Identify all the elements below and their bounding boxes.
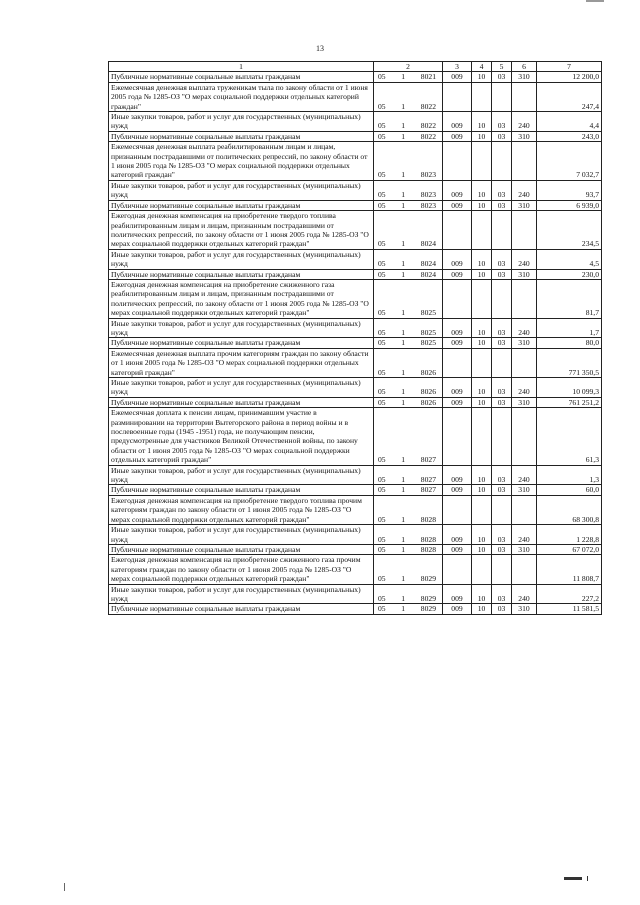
target-code-cell (374, 485, 443, 495)
subsection-cell: 03 (492, 72, 512, 82)
code-part: 05 (378, 397, 386, 407)
expense-type-cell: 240 (512, 112, 537, 132)
expense-name-cell: Ежегодная денежная компенсация на приобретение сжиженного газа реабилитированным лицам и лицам, признанным пострадавшими от политических репрессий, по закону области от 1 июня 2005 года № 1285-ОЗ "О мерах социальной поддержки отдельных категорий граждан" (109, 279, 374, 318)
grbs-cell (443, 408, 472, 465)
code-part: 1 (401, 121, 406, 131)
section-cell: 10 (472, 604, 492, 614)
subsection-cell (492, 142, 512, 181)
expense-name-cell: Ежегодная денежная компенсация на приобретение твердого топлива реабилитированным лицам и лицам, признанным пострадавшими от политических репрессий, по закону области от 1 июня 2005 года № 1285-ОЗ "О мерах социальной поддержки отдельных категорий граждан" (109, 211, 374, 250)
code-part: 1 (401, 131, 406, 141)
expense-name-cell: Ежегодная денежная компенсация на приобретение сжиженного газа прочим категориям граждан по закону области от 1 июня 2005 года № 1285-ОЗ "О мерах социальной поддержки отдельных категорий граждан" (109, 555, 374, 584)
grbs-cell: 009 (443, 112, 472, 132)
subsection-cell (492, 279, 512, 318)
target-code-cell (374, 82, 443, 111)
grbs-cell (443, 495, 472, 524)
grbs-cell: 009 (443, 397, 472, 407)
expense-name-cell: Иные закупки товаров, работ и услуг для государственных (муниципальных) нужд (109, 249, 374, 269)
expense-type-cell (512, 211, 537, 250)
expense-name-cell: Ежемесячная денежная выплата прочим категориям граждан по закону области от 1 июня 2005 года № 1285-ОЗ "О мерах социальной поддержки отдельных категорий граждан" (109, 348, 374, 377)
expense-type-cell: 310 (512, 604, 537, 614)
section-cell (472, 211, 492, 250)
subsection-cell: 03 (492, 604, 512, 614)
subsection-cell: 03 (492, 544, 512, 554)
grbs-cell: 009 (443, 269, 472, 279)
amount-cell: 1,3 (537, 465, 602, 485)
code-part: 8029 (420, 604, 436, 614)
grbs-cell: 009 (443, 584, 472, 604)
amount-cell: 4,4 (537, 112, 602, 132)
expense-name-cell: Иные закупки товаров, работ и услуг для государственных (муниципальных) нужд (109, 525, 374, 545)
table-row (109, 525, 602, 545)
table-row (109, 397, 602, 407)
code-part: 1 (401, 259, 406, 269)
budget-table (108, 61, 602, 615)
target-code-cell (374, 142, 443, 181)
amount-cell: 761 251,2 (537, 397, 602, 407)
code-part: 8026 (420, 367, 436, 377)
amount-cell: 10 099,3 (537, 378, 602, 398)
code-part: 05 (378, 593, 386, 603)
table-row (109, 495, 602, 524)
section-cell: 10 (472, 338, 492, 348)
expense-name-cell: Публичные нормативные социальные выплаты гражданам (109, 131, 374, 141)
section-cell: 10 (472, 131, 492, 141)
code-part: 05 (378, 387, 386, 397)
subsection-cell: 03 (492, 318, 512, 338)
code-part: 1 (401, 574, 406, 584)
amount-cell: 80,0 (537, 338, 602, 348)
section-cell (472, 348, 492, 377)
code-part: 1 (401, 190, 406, 200)
amount-cell: 68 300,8 (537, 495, 602, 524)
target-code-cell (374, 279, 443, 318)
code-part: 05 (378, 170, 386, 180)
code-part: 1 (401, 604, 406, 614)
table-row (109, 408, 602, 465)
code-part: 05 (378, 367, 386, 377)
code-part: 1 (401, 475, 406, 485)
expense-type-cell (512, 142, 537, 181)
amount-cell: 227,2 (537, 584, 602, 604)
code-part: 8023 (420, 170, 436, 180)
code-part: 1 (401, 367, 406, 377)
subsection-cell: 03 (492, 131, 512, 141)
target-code-cell (374, 408, 443, 465)
subsection-cell: 03 (492, 465, 512, 485)
code-part: 8026 (420, 387, 436, 397)
section-cell (472, 555, 492, 584)
amount-cell: 11 581,5 (537, 604, 602, 614)
target-code-cell (374, 584, 443, 604)
grbs-cell (443, 211, 472, 250)
section-cell: 10 (472, 584, 492, 604)
expense-name-cell: Публичные нормативные социальные выплаты гражданам (109, 544, 374, 554)
section-cell (472, 408, 492, 465)
page-number: 13 (316, 44, 324, 53)
code-part: 8024 (420, 269, 436, 279)
code-part: 05 (378, 485, 386, 495)
code-part: 1 (401, 338, 406, 348)
grbs-cell: 009 (443, 465, 472, 485)
expense-type-cell (512, 348, 537, 377)
expense-name-cell: Ежемесячная денежная выплата труженикам тыла по закону области от 1 июня 2005 года № 1285-ОЗ "О мерах социальной поддержки отдельных категорий граждан" (109, 82, 374, 111)
expense-name-cell: Иные закупки товаров, работ и услуг для государственных (муниципальных) нужд (109, 465, 374, 485)
section-cell (472, 495, 492, 524)
amount-cell: 60,0 (537, 485, 602, 495)
table-row (109, 279, 602, 318)
code-part: 05 (378, 327, 386, 337)
target-code-cell (374, 544, 443, 554)
subsection-cell: 03 (492, 112, 512, 132)
grbs-cell: 009 (443, 249, 472, 269)
target-code-cell (374, 318, 443, 338)
target-code-cell (374, 131, 443, 141)
expense-name-cell: Иные закупки товаров, работ и услуг для государственных (муниципальных) нужд (109, 318, 374, 338)
target-code-cell (374, 465, 443, 485)
code-part: 8025 (420, 327, 436, 337)
target-code-cell (374, 211, 443, 250)
target-code-cell (374, 72, 443, 82)
subsection-cell: 03 (492, 525, 512, 545)
subsection-cell: 03 (492, 397, 512, 407)
code-part: 05 (378, 534, 386, 544)
grbs-cell (443, 279, 472, 318)
section-cell (472, 279, 492, 318)
code-part: 1 (401, 308, 406, 318)
grbs-cell: 009 (443, 485, 472, 495)
amount-cell: 93,7 (537, 180, 602, 200)
subsection-cell: 03 (492, 378, 512, 398)
section-cell: 10 (472, 525, 492, 545)
expense-type-cell: 310 (512, 544, 537, 554)
expense-type-cell (512, 408, 537, 465)
amount-cell: 243,0 (537, 131, 602, 141)
header-cell: 1 (109, 62, 374, 72)
code-part: 05 (378, 239, 386, 249)
expense-type-cell: 240 (512, 249, 537, 269)
expense-type-cell: 310 (512, 338, 537, 348)
code-part: 8027 (420, 455, 436, 465)
grbs-cell (443, 142, 472, 181)
table-header-row (109, 62, 602, 72)
expense-name-cell: Иные закупки товаров, работ и услуг для государственных (муниципальных) нужд (109, 584, 374, 604)
expense-name-cell: Ежегодная денежная компенсация на приобретение твердого топлива прочим категориям граждан по закону области от 1 июня 2005 года № 1285-ОЗ "О мерах социальной поддержки отдельных категорий граждан" (109, 495, 374, 524)
code-part: 1 (401, 327, 406, 337)
amount-cell: 247,4 (537, 82, 602, 111)
section-cell: 10 (472, 544, 492, 554)
expense-type-cell: 240 (512, 378, 537, 398)
target-code-cell (374, 495, 443, 524)
subsection-cell (492, 211, 512, 250)
code-part: 8029 (420, 574, 436, 584)
target-code-cell (374, 249, 443, 269)
section-cell: 10 (472, 180, 492, 200)
table-row (109, 318, 602, 338)
expense-type-cell (512, 82, 537, 111)
scan-corner-mark (586, 0, 604, 2)
section-cell: 10 (472, 249, 492, 269)
table-row (109, 555, 602, 584)
subsection-cell: 03 (492, 269, 512, 279)
section-cell (472, 82, 492, 111)
code-part: 05 (378, 308, 386, 318)
table-row (109, 544, 602, 554)
header-cell: 6 (512, 62, 537, 72)
subsection-cell: 03 (492, 338, 512, 348)
table-row (109, 142, 602, 181)
table-row (109, 131, 602, 141)
table-row (109, 338, 602, 348)
expense-name-cell: Публичные нормативные социальные выплаты гражданам (109, 269, 374, 279)
code-part: 05 (378, 121, 386, 131)
code-part: 8028 (420, 544, 436, 554)
expense-type-cell: 240 (512, 180, 537, 200)
table-row (109, 82, 602, 111)
code-part: 05 (378, 269, 386, 279)
grbs-cell: 009 (443, 180, 472, 200)
subsection-cell: 03 (492, 249, 512, 269)
expense-name-cell: Иные закупки товаров, работ и услуг для государственных (муниципальных) нужд (109, 180, 374, 200)
table-row (109, 485, 602, 495)
code-part: 8029 (420, 593, 436, 603)
expense-type-cell: 310 (512, 269, 537, 279)
target-code-cell (374, 604, 443, 614)
expense-name-cell: Публичные нормативные социальные выплаты гражданам (109, 604, 374, 614)
code-part: 8028 (420, 534, 436, 544)
target-code-cell (374, 200, 443, 210)
table-row (109, 465, 602, 485)
grbs-cell (443, 348, 472, 377)
grbs-cell: 009 (443, 131, 472, 141)
grbs-cell (443, 82, 472, 111)
subsection-cell: 03 (492, 180, 512, 200)
grbs-cell: 009 (443, 338, 472, 348)
subsection-cell: 03 (492, 485, 512, 495)
code-part: 1 (401, 485, 406, 495)
amount-cell: 4,5 (537, 249, 602, 269)
header-cell: 4 (472, 62, 492, 72)
table-row (109, 604, 602, 614)
target-code-cell (374, 269, 443, 279)
section-cell: 10 (472, 269, 492, 279)
code-part: 8021 (420, 72, 436, 82)
section-cell: 10 (472, 318, 492, 338)
amount-cell: 1,7 (537, 318, 602, 338)
header-cell: 2 (374, 62, 443, 72)
target-code-cell (374, 180, 443, 200)
amount-cell: 771 350,5 (537, 348, 602, 377)
subsection-cell (492, 495, 512, 524)
grbs-cell: 009 (443, 378, 472, 398)
target-code-cell (374, 338, 443, 348)
table-row (109, 72, 602, 82)
table-row (109, 584, 602, 604)
code-part: 1 (401, 101, 406, 111)
code-part: 05 (378, 190, 386, 200)
target-code-cell (374, 112, 443, 132)
table-row (109, 249, 602, 269)
code-part: 1 (401, 72, 406, 82)
header-cell: 7 (537, 62, 602, 72)
expense-type-cell (512, 495, 537, 524)
amount-cell: 61,3 (537, 408, 602, 465)
section-cell: 10 (472, 200, 492, 210)
expense-name-cell: Ежемесячная доплата к пенсии лицам, принимавшим участие в разминировании на территории Вытегорского района в период войны и в послевоенные годы (1945 -1951) года, не получающим пенсии, предусмотренные для участников Великой Отечественной войны, по закону области от 1 июня 2005 года № 1285-ОЗ "О мерах социальной поддержки отдельных категорий граждан" (109, 408, 374, 465)
header-cell: 3 (443, 62, 472, 72)
target-code-cell (374, 525, 443, 545)
code-part: 05 (378, 259, 386, 269)
subsection-cell: 03 (492, 200, 512, 210)
code-part: 1 (401, 593, 406, 603)
code-part: 8023 (420, 200, 436, 210)
code-part: 1 (401, 534, 406, 544)
code-part: 1 (401, 239, 406, 249)
code-part: 8022 (420, 121, 436, 131)
expense-type-cell: 310 (512, 485, 537, 495)
expense-name-cell: Иные закупки товаров, работ и услуг для государственных (муниципальных) нужд (109, 378, 374, 398)
expense-type-cell: 240 (512, 584, 537, 604)
code-part: 05 (378, 131, 386, 141)
section-cell: 10 (472, 72, 492, 82)
expense-type-cell: 310 (512, 131, 537, 141)
subsection-cell: 03 (492, 584, 512, 604)
grbs-cell (443, 555, 472, 584)
expense-type-cell: 310 (512, 200, 537, 210)
section-cell (472, 142, 492, 181)
grbs-cell: 009 (443, 525, 472, 545)
table-row (109, 200, 602, 210)
code-part: 1 (401, 397, 406, 407)
table-row (109, 180, 602, 200)
expense-name-cell: Публичные нормативные социальные выплаты гражданам (109, 200, 374, 210)
scan-barcode-mark (564, 877, 582, 880)
code-part: 05 (378, 604, 386, 614)
code-part: 8028 (420, 514, 436, 524)
expense-name-cell: Публичные нормативные социальные выплаты гражданам (109, 397, 374, 407)
amount-cell: 81,7 (537, 279, 602, 318)
code-part: 05 (378, 101, 386, 111)
code-part: 8027 (420, 475, 436, 485)
code-part: 1 (401, 387, 406, 397)
code-part: 8022 (420, 101, 436, 111)
code-part: 05 (378, 475, 386, 485)
section-cell: 10 (472, 397, 492, 407)
amount-cell: 7 032,7 (537, 142, 602, 181)
code-part: 05 (378, 514, 386, 524)
subsection-cell (492, 82, 512, 111)
target-code-cell (374, 348, 443, 377)
code-part: 8025 (420, 338, 436, 348)
code-part: 8025 (420, 308, 436, 318)
expense-type-cell: 310 (512, 397, 537, 407)
table-row (109, 112, 602, 132)
code-part: 1 (401, 455, 406, 465)
code-part: 1 (401, 544, 406, 554)
table-body (109, 72, 602, 614)
expense-name-cell: Иные закупки товаров, работ и услуг для государственных (муниципальных) нужд (109, 112, 374, 132)
section-cell: 10 (472, 112, 492, 132)
table-row (109, 211, 602, 250)
section-cell: 10 (472, 378, 492, 398)
table-row (109, 378, 602, 398)
expense-type-cell (512, 555, 537, 584)
code-part: 05 (378, 574, 386, 584)
expense-type-cell: 240 (512, 525, 537, 545)
expense-type-cell: 310 (512, 72, 537, 82)
amount-cell: 230,0 (537, 269, 602, 279)
table-row (109, 348, 602, 377)
expense-name-cell: Публичные нормативные социальные выплаты гражданам (109, 338, 374, 348)
code-part: 8026 (420, 397, 436, 407)
scan-edge-mark (64, 883, 65, 891)
target-code-cell (374, 378, 443, 398)
subsection-cell (492, 408, 512, 465)
code-part: 8027 (420, 485, 436, 495)
target-code-cell (374, 555, 443, 584)
grbs-cell: 009 (443, 544, 472, 554)
expense-type-cell (512, 279, 537, 318)
subsection-cell (492, 348, 512, 377)
code-part: 1 (401, 269, 406, 279)
grbs-cell: 009 (443, 604, 472, 614)
code-part: 05 (378, 72, 386, 82)
target-code-cell (374, 397, 443, 407)
subsection-cell (492, 555, 512, 584)
amount-cell: 12 200,0 (537, 72, 602, 82)
code-part: 8024 (420, 259, 436, 269)
grbs-cell: 009 (443, 318, 472, 338)
section-cell: 10 (472, 465, 492, 485)
header-cell: 5 (492, 62, 512, 72)
code-part: 05 (378, 338, 386, 348)
expense-name-cell: Ежемесячная денежная выплата реабилитированным лицам и лицам, признанным пострадавшими от политических репрессий, по закону области от 1 июня 2005 года № 1285-ОЗ "О мерах социальной поддержки отдельных категорий граждан" (109, 142, 374, 181)
amount-cell: 1 228,8 (537, 525, 602, 545)
expense-type-cell: 240 (512, 318, 537, 338)
amount-cell: 67 072,0 (537, 544, 602, 554)
table-row (109, 269, 602, 279)
code-part: 1 (401, 514, 406, 524)
grbs-cell: 009 (443, 200, 472, 210)
code-part: 8023 (420, 190, 436, 200)
amount-cell: 11 808,7 (537, 555, 602, 584)
code-part: 05 (378, 544, 386, 554)
code-part: 8024 (420, 239, 436, 249)
code-part: 05 (378, 200, 386, 210)
amount-cell: 234,5 (537, 211, 602, 250)
code-part: 1 (401, 200, 406, 210)
code-part: 05 (378, 455, 386, 465)
expense-type-cell: 240 (512, 465, 537, 485)
code-part: 1 (401, 170, 406, 180)
section-cell: 10 (472, 485, 492, 495)
code-part: 8022 (420, 131, 436, 141)
expense-name-cell: Публичные нормативные социальные выплаты гражданам (109, 485, 374, 495)
scan-edge-mark (587, 876, 588, 881)
expense-name-cell: Публичные нормативные социальные выплаты гражданам (109, 72, 374, 82)
grbs-cell: 009 (443, 72, 472, 82)
amount-cell: 6 939,0 (537, 200, 602, 210)
